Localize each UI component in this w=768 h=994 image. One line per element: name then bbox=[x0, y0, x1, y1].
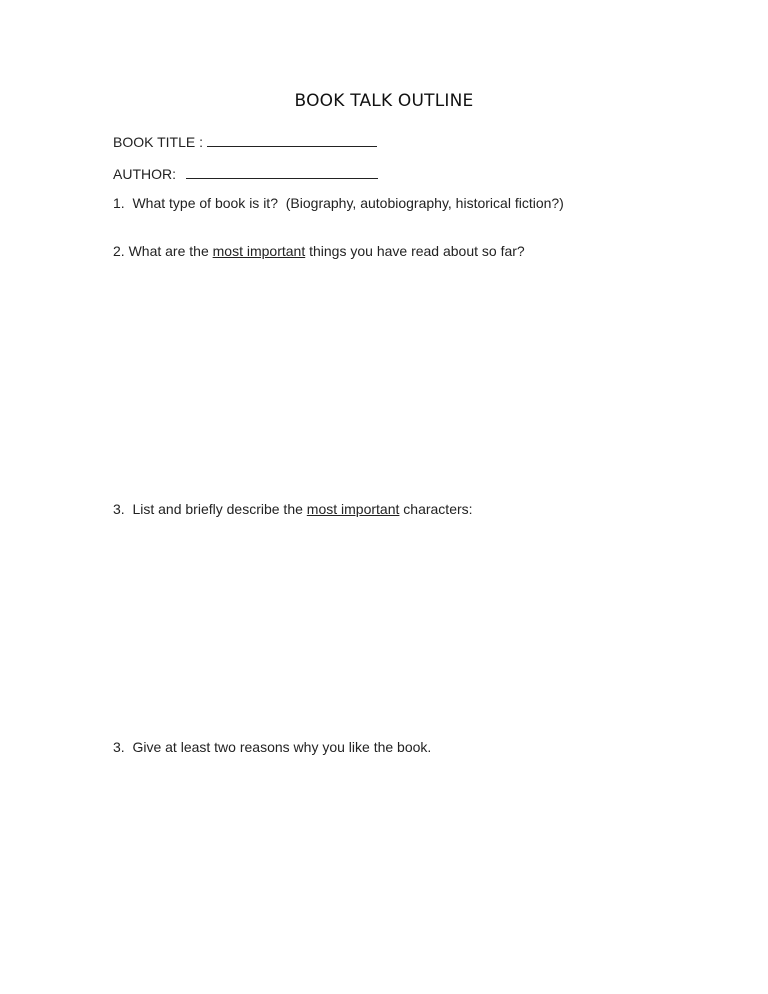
question-text: Give at least two reasons why you like the book. bbox=[132, 739, 432, 755]
author-row bbox=[113, 164, 378, 182]
page-title: BOOK TALK OUTLINE bbox=[294, 91, 474, 111]
question-number: 1. bbox=[113, 195, 125, 211]
question-emphasis: most important bbox=[306, 501, 400, 517]
question-text: What type of book is it? (Biography, autobiography, historical fiction?) bbox=[132, 195, 564, 211]
book-title-blank[interactable] bbox=[207, 132, 377, 147]
book-title-label: BOOK TITLE : bbox=[113, 134, 203, 150]
question-number: 3. bbox=[113, 739, 125, 755]
question-number: 3. bbox=[113, 501, 125, 517]
author-label: AUTHOR: bbox=[113, 166, 176, 182]
question-text-start: What are the bbox=[128, 243, 209, 259]
question-text-end: things you have read about so far? bbox=[309, 243, 525, 259]
question-text-start: List and briefly describe the bbox=[132, 501, 303, 517]
question-2 bbox=[113, 243, 525, 259]
question-3 bbox=[113, 501, 473, 517]
question-1 bbox=[113, 195, 564, 211]
question-emphasis: most important bbox=[212, 243, 306, 259]
question-number: 2. bbox=[113, 243, 125, 259]
book-title-row bbox=[113, 132, 377, 150]
question-4 bbox=[113, 739, 431, 755]
question-text-end: characters: bbox=[403, 501, 473, 517]
author-blank[interactable] bbox=[186, 164, 378, 179]
